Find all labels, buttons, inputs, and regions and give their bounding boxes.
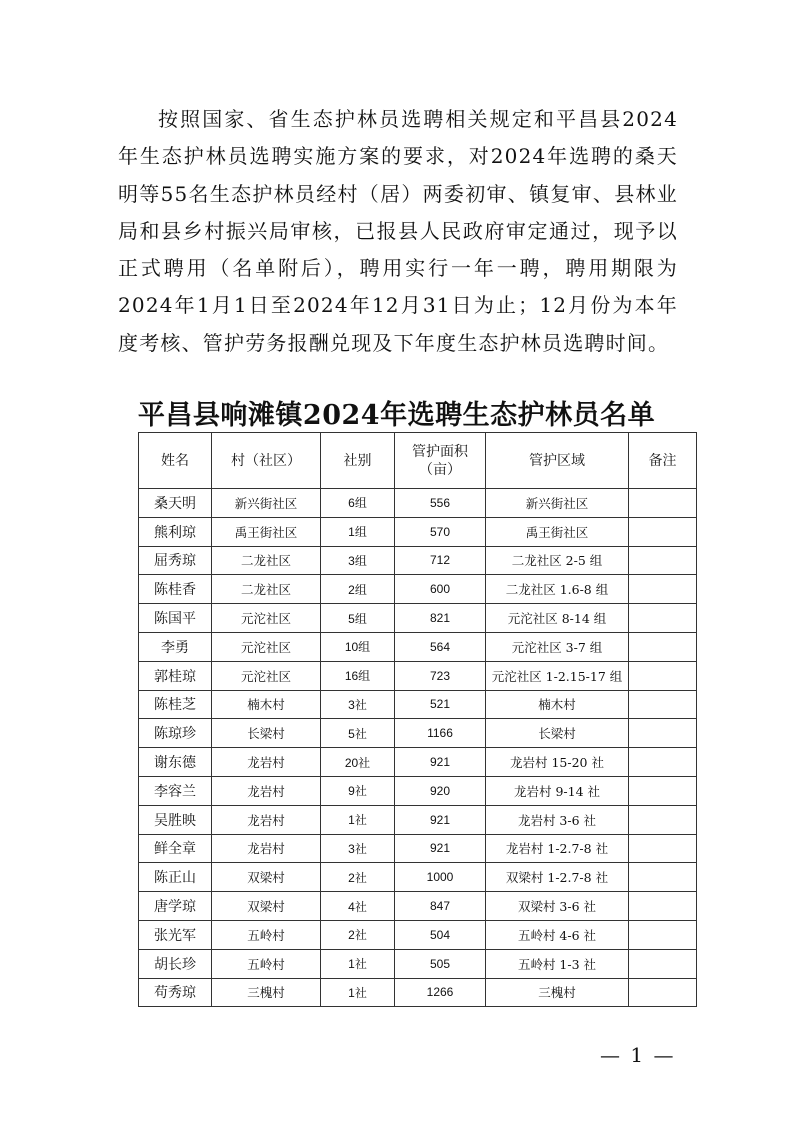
cell-village: 元沱社区 — [212, 604, 321, 633]
cell-group: 2社 — [321, 863, 395, 892]
cell-group: 1社 — [321, 805, 395, 834]
cell-region: 元沱社区 3-7 组 — [486, 632, 629, 661]
cell-group: 3社 — [321, 834, 395, 863]
cell-note — [629, 863, 697, 892]
table-row — [139, 978, 697, 1007]
cell-area: 1166 — [395, 719, 486, 748]
intro-paragraph: 按照国家、省生态护林员选聘相关规定和平昌县2024年生态护林员选聘实施方案的要求，对2024年选聘的桑天明等55名生态护林员经村（居）两委初审、镇复审、县林业局和县乡村振兴局审核，已报县人民政府审定通过，现予以正式聘用（名单附后），聘用实行一年一聘，聘用期限为2024年1月1日至2024年12月31日为止；12月份为本年度考核、管护劳务报酬兑现及下年度生态护林员选聘时间。 — [118, 107, 678, 355]
table-row — [139, 661, 697, 690]
cell-region: 禹王街社区 — [486, 517, 629, 546]
cell-note — [629, 632, 697, 661]
cell-note — [629, 604, 697, 633]
header-group: 社别 — [321, 433, 395, 489]
cell-group: 10组 — [321, 632, 395, 661]
cell-village: 五岭村 — [212, 949, 321, 978]
table-body — [139, 489, 697, 1007]
cell-group: 5组 — [321, 604, 395, 633]
cell-name: 唐学琼 — [139, 892, 212, 921]
cell-village: 新兴街社区 — [212, 489, 321, 518]
table-row — [139, 517, 697, 546]
cell-region: 二龙社区 1.6-8 组 — [486, 575, 629, 604]
cell-area: 1266 — [395, 978, 486, 1007]
table-row — [139, 604, 697, 633]
cell-village: 楠木村 — [212, 690, 321, 719]
table-row — [139, 719, 697, 748]
header-region: 管护区域 — [486, 433, 629, 489]
cell-name: 陈正山 — [139, 863, 212, 892]
cell-note — [629, 834, 697, 863]
table-row — [139, 949, 697, 978]
cell-group: 6组 — [321, 489, 395, 518]
cell-group: 20社 — [321, 748, 395, 777]
cell-name: 熊利琼 — [139, 517, 212, 546]
cell-area: 1000 — [395, 863, 486, 892]
table-row — [139, 892, 697, 921]
cell-note — [629, 748, 697, 777]
cell-region: 长梁村 — [486, 719, 629, 748]
cell-area: 564 — [395, 632, 486, 661]
page-number: — 1 — — [600, 1043, 676, 1067]
cell-name: 陈桂香 — [139, 575, 212, 604]
cell-note — [629, 892, 697, 921]
table-row — [139, 690, 697, 719]
cell-note — [629, 949, 697, 978]
cell-group: 2社 — [321, 920, 395, 949]
header-village: 村（社区） — [212, 433, 321, 489]
cell-name: 李容兰 — [139, 776, 212, 805]
table-row — [139, 546, 697, 575]
table-row — [139, 748, 697, 777]
cell-village: 龙岩村 — [212, 834, 321, 863]
cell-group: 1社 — [321, 978, 395, 1007]
cell-note — [629, 661, 697, 690]
cell-group: 1组 — [321, 517, 395, 546]
table-row — [139, 632, 697, 661]
header-name: 姓名 — [139, 433, 212, 489]
cell-region: 五岭村 1-3 社 — [486, 949, 629, 978]
cell-note — [629, 690, 697, 719]
cell-area: 921 — [395, 805, 486, 834]
cell-area: 600 — [395, 575, 486, 604]
table-row — [139, 489, 697, 518]
table-row — [139, 776, 697, 805]
cell-note — [629, 575, 697, 604]
cell-area: 847 — [395, 892, 486, 921]
cell-village: 二龙社区 — [212, 546, 321, 575]
header-note: 备注 — [629, 433, 697, 489]
cell-name: 陈国平 — [139, 604, 212, 633]
cell-village: 长梁村 — [212, 719, 321, 748]
table-row — [139, 863, 697, 892]
table-row — [139, 920, 697, 949]
cell-name: 李勇 — [139, 632, 212, 661]
cell-region: 楠木村 — [486, 690, 629, 719]
cell-area: 712 — [395, 546, 486, 575]
cell-region: 元沱社区 1-2.15-17 组 — [486, 661, 629, 690]
cell-region: 新兴街社区 — [486, 489, 629, 518]
cell-region: 双梁村 1-2.7-8 社 — [486, 863, 629, 892]
cell-name: 陈琼珍 — [139, 719, 212, 748]
cell-region: 龙岩村 3-6 社 — [486, 805, 629, 834]
cell-group: 5社 — [321, 719, 395, 748]
cell-group: 2组 — [321, 575, 395, 604]
table-row — [139, 575, 697, 604]
cell-village: 二龙社区 — [212, 575, 321, 604]
cell-area: 504 — [395, 920, 486, 949]
cell-village: 龙岩村 — [212, 805, 321, 834]
cell-name: 苟秀琼 — [139, 978, 212, 1007]
cell-note — [629, 978, 697, 1007]
cell-name: 陈桂芝 — [139, 690, 212, 719]
cell-region: 龙岩村 1-2.7-8 社 — [486, 834, 629, 863]
cell-area: 505 — [395, 949, 486, 978]
cell-village: 禹王街社区 — [212, 517, 321, 546]
table-row — [139, 805, 697, 834]
cell-village: 龙岩村 — [212, 748, 321, 777]
cell-area: 921 — [395, 748, 486, 777]
cell-village: 五岭村 — [212, 920, 321, 949]
cell-name: 胡长珍 — [139, 949, 212, 978]
forest-ranger-table — [138, 432, 697, 1007]
cell-village: 元沱社区 — [212, 661, 321, 690]
cell-region: 元沱社区 8-14 组 — [486, 604, 629, 633]
cell-village: 龙岩村 — [212, 776, 321, 805]
cell-village: 双梁村 — [212, 863, 321, 892]
cell-group: 3组 — [321, 546, 395, 575]
cell-area: 556 — [395, 489, 486, 518]
cell-region: 龙岩村 9-14 社 — [486, 776, 629, 805]
cell-region: 双梁村 3-6 社 — [486, 892, 629, 921]
table-row — [139, 834, 697, 863]
cell-area: 921 — [395, 834, 486, 863]
list-title: 平昌县响滩镇2024年选聘生态护林员名单 — [137, 400, 656, 431]
cell-note — [629, 546, 697, 575]
cell-area: 821 — [395, 604, 486, 633]
cell-note — [629, 920, 697, 949]
cell-name: 桑天明 — [139, 489, 212, 518]
cell-group: 4社 — [321, 892, 395, 921]
cell-note — [629, 719, 697, 748]
cell-village: 元沱社区 — [212, 632, 321, 661]
header-area-line1: 管护面积 — [412, 443, 468, 460]
cell-area: 570 — [395, 517, 486, 546]
cell-name: 屈秀琼 — [139, 546, 212, 575]
header-area — [395, 433, 486, 489]
cell-area: 920 — [395, 776, 486, 805]
cell-name: 谢东德 — [139, 748, 212, 777]
cell-region: 二龙社区 2-5 组 — [486, 546, 629, 575]
cell-region: 三槐村 — [486, 978, 629, 1007]
cell-name: 吴胜映 — [139, 805, 212, 834]
cell-group: 3社 — [321, 690, 395, 719]
cell-name: 张光军 — [139, 920, 212, 949]
cell-village: 双梁村 — [212, 892, 321, 921]
cell-group: 9社 — [321, 776, 395, 805]
cell-note — [629, 776, 697, 805]
cell-note — [629, 805, 697, 834]
cell-group: 16组 — [321, 661, 395, 690]
cell-note — [629, 489, 697, 518]
cell-area: 521 — [395, 690, 486, 719]
cell-name: 郭桂琼 — [139, 661, 212, 690]
cell-region: 五岭村 4-6 社 — [486, 920, 629, 949]
header-area-line2: （亩） — [419, 461, 461, 478]
cell-region: 龙岩村 15-20 社 — [486, 748, 629, 777]
cell-area: 723 — [395, 661, 486, 690]
table-header-row — [139, 433, 697, 489]
cell-village: 三槐村 — [212, 978, 321, 1007]
cell-note — [629, 517, 697, 546]
cell-group: 1社 — [321, 949, 395, 978]
cell-name: 鲜全章 — [139, 834, 212, 863]
